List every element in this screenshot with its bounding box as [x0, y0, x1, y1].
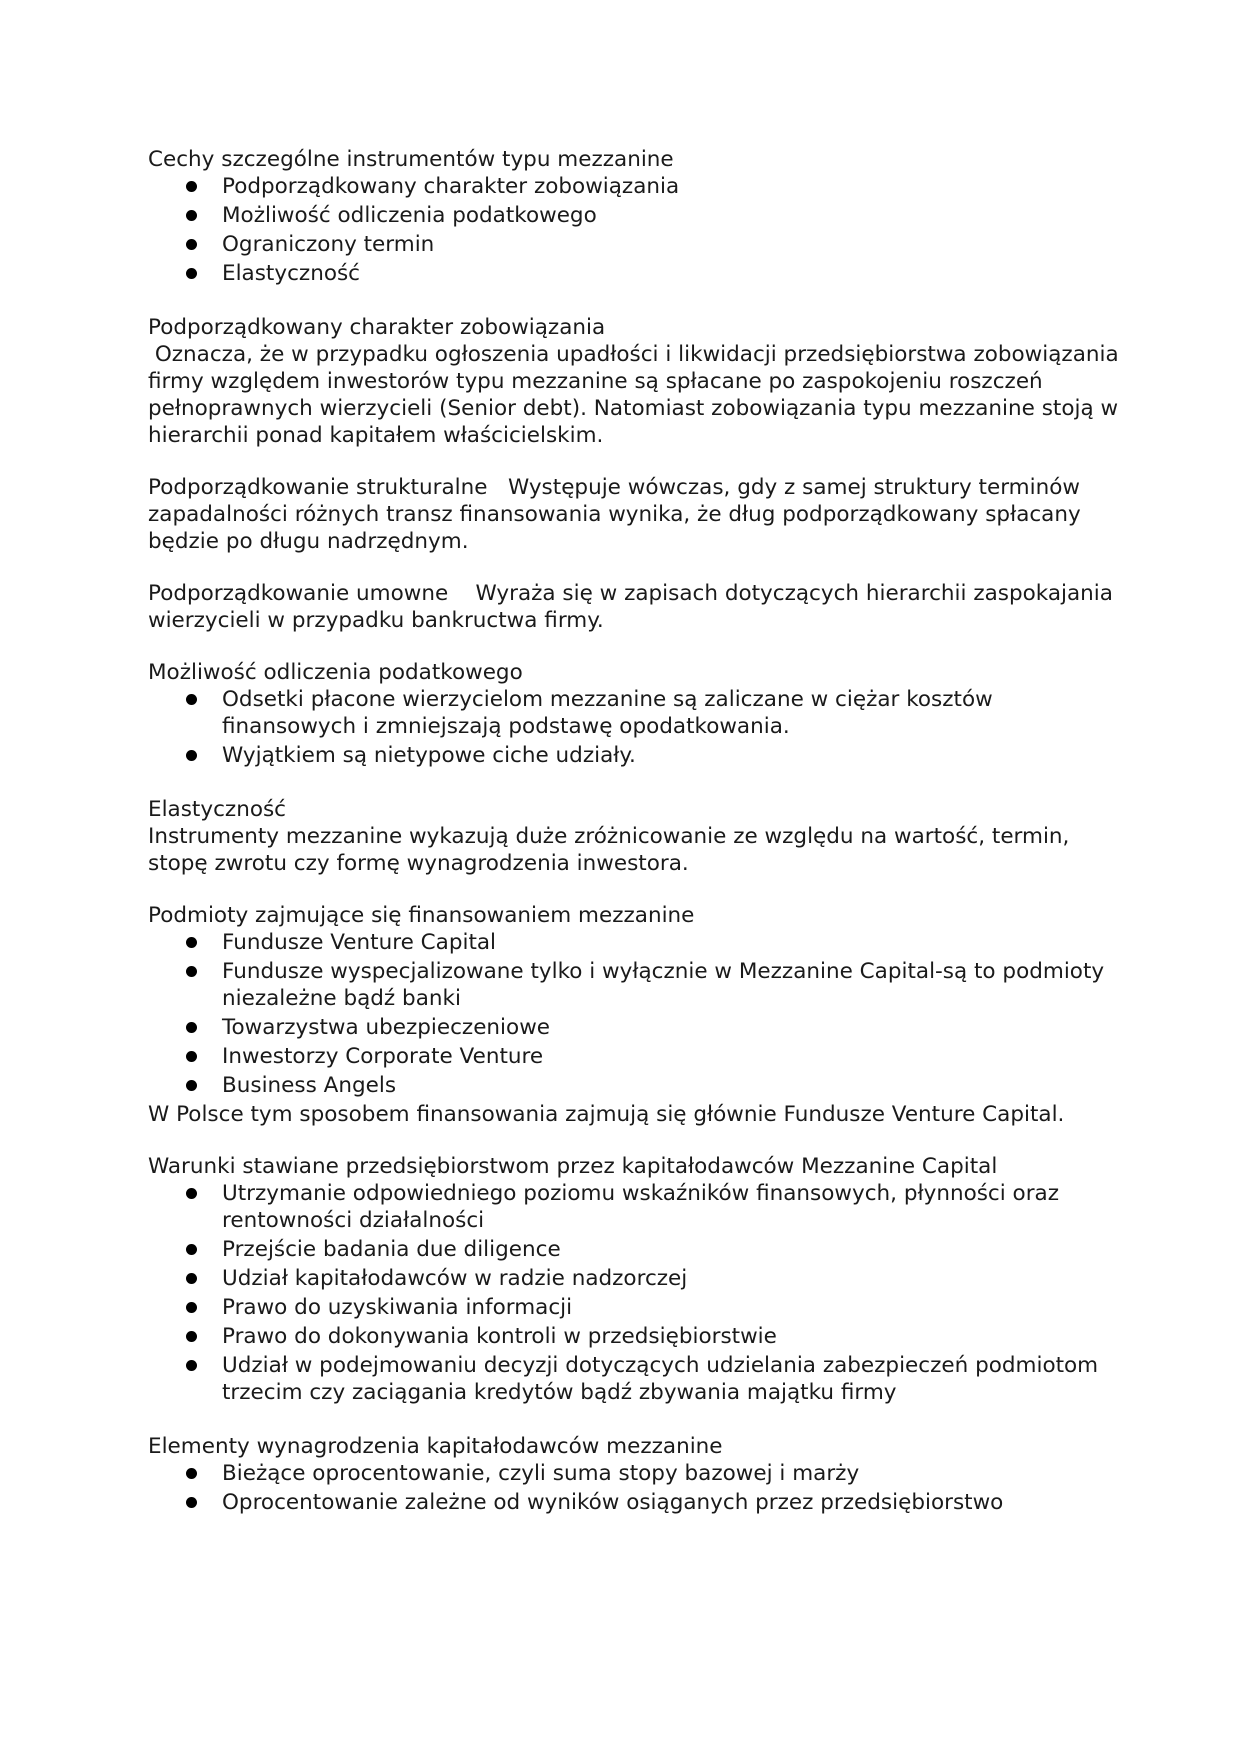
list-item: Fundusze Venture Capital: [222, 929, 1120, 956]
section-heading: Elementy wynagrodzenia kapitałodawców mezzanine: [148, 1434, 723, 1459]
bullet-list: [148, 929, 1120, 1099]
bullet-list: [148, 1180, 1120, 1406]
list-item: Podporządkowany charakter zobowiązania: [222, 173, 1120, 200]
bullet-icon: [186, 1080, 197, 1091]
paragraph: Instrumenty mezzanine wykazują duże zróżnicowanie ze względu na wartość, termin, stopę zwrotu czy formę wynagrodzenia inwestora.: [148, 824, 1077, 876]
bullet-icon: [186, 1468, 197, 1479]
paragraph: Podporządkowanie strukturalne Występuje wówczas, gdy z samej struktury terminów zapadalności różnych transz finansowania wynika, że dług podporządkowany spłacany będzie po długu nadrzędnym.: [148, 475, 1088, 554]
bullet-icon: [186, 181, 197, 192]
list-item: Udział kapitałodawców w radzie nadzorczej: [222, 1265, 1120, 1292]
bullet-icon: [186, 694, 197, 705]
list-item: Możliwość odliczenia podatkowego: [222, 202, 1120, 229]
paragraph: W Polsce tym sposobem finansowania zajmują się głównie Fundusze Venture Capital.: [148, 1102, 1065, 1127]
bullet-list: [148, 173, 1120, 287]
bullet-icon: [186, 1022, 197, 1033]
bullet-icon: [186, 1273, 197, 1284]
list-item: Odsetki płacone wierzycielom mezzanine są zaliczane w ciężar kosztów finansowych i zmniejszają podstawę opodatkowania.: [222, 686, 1120, 740]
bullet-icon: [186, 1331, 197, 1342]
section-heading: Cechy szczególne instrumentów typu mezzanine: [148, 147, 674, 172]
list-item: Towarzystwa ubezpieczeniowe: [222, 1014, 1120, 1041]
list-item: Ograniczony termin: [222, 231, 1120, 258]
list-item: Prawo do dokonywania kontroli w przedsiębiorstwie: [222, 1323, 1120, 1350]
list-item: Business Angels: [222, 1072, 1120, 1099]
paragraph: Oznacza, że w przypadku ogłoszenia upadłości i likwidacji przedsiębiorstwa zobowiązania firmy względem inwestorów typu mezzanine są spłacane po zaspokojeniu roszczeń pełnoprawnych wierzycieli (Senior debt). Natomiast zobowiązania typu mezzanine stoją w hierarchii ponad kapitałem właścicielskim.: [148, 342, 1126, 448]
bullet-list: [148, 1460, 1120, 1516]
bullet-icon: [186, 268, 197, 279]
section-heading: Podporządkowany charakter zobowiązania: [148, 315, 606, 340]
section-heading: Warunki stawiane przedsiębiorstwom przez kapitałodawców Mezzanine Capital: [148, 1154, 998, 1179]
bullet-icon: [186, 1244, 197, 1255]
list-item: Oprocentowanie zależne od wyników osiąganych przez przedsiębiorstwo: [222, 1489, 1120, 1516]
bullet-icon: [186, 239, 197, 250]
list-item: Przejście badania due diligence: [222, 1236, 1120, 1263]
bullet-icon: [186, 1188, 197, 1199]
bullet-list: [148, 686, 1120, 769]
bullet-icon: [186, 750, 197, 761]
section-heading: Elastyczność: [148, 797, 286, 822]
list-item: Fundusze wyspecjalizowane tylko i wyłącznie w Mezzanine Capital-są to podmioty niezależne bądź banki: [222, 958, 1120, 1012]
bullet-icon: [186, 1360, 197, 1371]
section-heading: Możliwość odliczenia podatkowego: [148, 660, 523, 685]
bullet-icon: [186, 210, 197, 221]
paragraph: Podporządkowanie umowne Wyraża się w zapisach dotyczących hierarchii zaspokajania wierzycieli w przypadku bankructwa firmy.: [148, 581, 1120, 633]
list-item: Wyjątkiem są nietypowe ciche udziały.: [222, 742, 1120, 769]
bullet-icon: [186, 937, 197, 948]
list-item: Prawo do uzyskiwania informacji: [222, 1294, 1120, 1321]
list-item: Elastyczność: [222, 260, 1120, 287]
list-item: Utrzymanie odpowiedniego poziomu wskaźników finansowych, płynności oraz rentowności działalności: [222, 1180, 1120, 1234]
list-item: Udział w podejmowaniu decyzji dotyczących udzielania zabezpieczeń podmiotom trzecim czy zaciągania kredytów bądź zbywania majątku firmy: [222, 1352, 1120, 1406]
bullet-icon: [186, 1302, 197, 1313]
section-heading: Podmioty zajmujące się finansowaniem mezzanine: [148, 903, 695, 928]
bullet-icon: [186, 1497, 197, 1508]
bullet-icon: [186, 1051, 197, 1062]
list-item: Inwestorzy Corporate Venture: [222, 1043, 1120, 1070]
list-item: Bieżące oprocentowanie, czyli suma stopy bazowej i marży: [222, 1460, 1120, 1487]
bullet-icon: [186, 966, 197, 977]
